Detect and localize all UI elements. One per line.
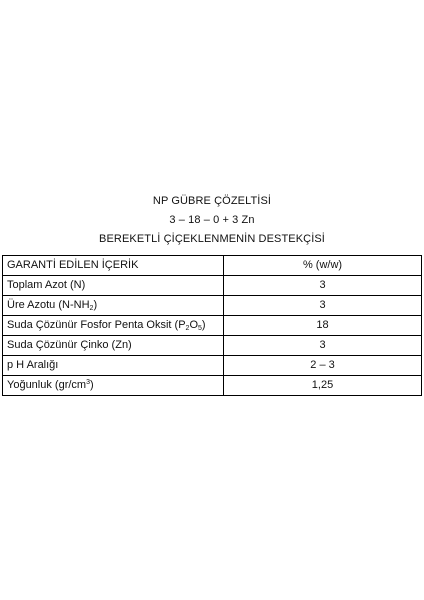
table-header-row [3,256,422,276]
table-header-unit: % (w/w) [224,256,422,276]
table-row [3,336,422,356]
row-label-text-mid: O [189,319,198,331]
row-label: p H Aralığı [3,356,224,376]
row-label-text: Yoğunluk (gr/cm [7,379,87,391]
guaranteed-content-table [2,255,422,396]
row-label-subscript: 2 [185,325,190,332]
table-row [3,296,422,316]
row-label-subscript: 5 [198,325,202,332]
row-label-subscript: 2 [89,305,94,312]
slogan-line: BEREKETLİ ÇİÇEKLENMENİN DESTEKÇİSİ [99,233,325,245]
row-label-text-end: ) [201,319,206,331]
table-header-label: GARANTİ EDİLEN İÇERİK [3,256,224,276]
row-label: Suda Çözünür Çinko (Zn) [3,336,224,356]
table-row [3,276,422,296]
row-value: 3 [224,296,422,316]
row-value: 2 – 3 [224,356,422,376]
row-label-text: Suda Çözünür Fosfor Penta Oksit (P [7,319,186,331]
row-label: Toplam Azot (N) [3,276,224,296]
table-row [3,356,422,376]
row-label [3,376,224,396]
row-label-text: Üre Azotu (N-NH [7,299,90,311]
formula-line: 3 – 18 – 0 + 3 Zn [169,214,255,226]
document-title: NP GÜBRE ÇÖZELTİSİ [152,195,272,207]
table-row [3,376,422,396]
row-value: 1,25 [224,376,422,396]
table-row [3,316,422,336]
row-value: 3 [224,276,422,296]
row-label-text-end: ) [90,379,94,391]
row-label [3,316,224,336]
row-value: 18 [224,316,422,336]
row-value: 3 [224,336,422,356]
row-label-superscript: 3 [86,379,90,386]
row-label [3,296,224,316]
row-label-text-end: ) [93,299,98,311]
